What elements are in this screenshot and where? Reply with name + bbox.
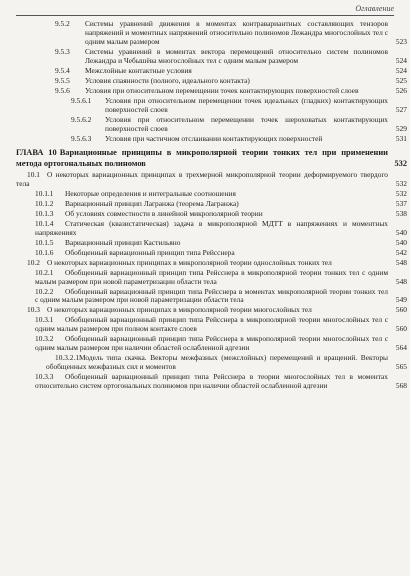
toc-entry[interactable]: [0, 135, 410, 144]
toc-entry[interactable]: [0, 249, 410, 258]
toc-entry-number: 10.1.4: [35, 218, 54, 228]
toc-page-number: 565: [395, 362, 407, 372]
toc-entry[interactable]: [0, 288, 410, 306]
toc-page-number: 548: [395, 276, 407, 286]
toc-entry-number: 10.1.5: [35, 237, 54, 247]
toc-entry-title: Вариационные принципы в микрополярной теории тонких тел при применении метода ортогональных полиномов: [16, 148, 388, 168]
toc-entry-title: Статическая (квазистатическая) задача в микрополярной МДТТ в напряжениях и моментных напряжениях: [35, 218, 388, 237]
toc-entry-title: Обобщенный вариационный принцип типа Рейсснера в теории многослойных тел в моментах относительно систем ортогональных полиномов при наличии областей ослабленной адгезии: [35, 372, 388, 391]
toc-entry[interactable]: [0, 210, 410, 219]
toc-entry-title: Системы уравнений в моментах вектора перемещений относительно систем полиномов Лежандра и Чебышёва многослойных тел с одним малым размером: [85, 46, 388, 65]
toc-entry-number: 10.1: [27, 169, 40, 179]
header-rule: [16, 15, 394, 16]
toc-entry-title: Обобщенный вариационный принцип типа Рейсснера в микрополярной теории многослойных тел с одним малым размером при наличии областей ослабленной адгезии: [35, 334, 388, 353]
toc-entry-title: О некоторых вариационных принципах в трехмерной микрополярной теории деформируемого твердого тела: [16, 169, 388, 188]
toc-entry-title: Обобщенный вариационный принцип типа Рейсснера в микрополярной теории многослойных тел с одним малым размером при полном контакте слоев: [35, 315, 388, 334]
toc-page-number: 564: [395, 343, 407, 353]
toc-entry-number: 9.5.6.3: [71, 133, 92, 143]
toc-page-number: 537: [395, 198, 407, 208]
toc-entry[interactable]: [0, 116, 410, 134]
toc-page-number: 532: [394, 158, 407, 168]
toc-entry[interactable]: [0, 269, 410, 287]
toc-entry-title: Обобщенный вариационный принцип типа Рейсснера в моментах микрополярной теории тонких тел с одним малым размером при новой параметризации области тела: [35, 286, 388, 305]
toc-page-number: 549: [395, 295, 407, 305]
toc-page-number: 560: [395, 305, 407, 315]
toc-page-number: 527: [395, 104, 407, 114]
toc-entry[interactable]: [0, 239, 410, 248]
toc-entry-title: Системы уравнений движения в моментах контравариантных составляющих тензоров напряжений и моментных напряжений относительно полиномов Лежандра многослойных тел с одним малым размером: [85, 19, 388, 46]
toc-entry[interactable]: [0, 220, 410, 238]
toc-page-number: 540: [395, 227, 407, 237]
toc-page-number: 560: [395, 324, 407, 334]
toc-entry-number: 10.2.2: [35, 286, 54, 296]
toc-entry-title: Некоторые определения и интегральные соотношения: [65, 188, 236, 198]
toc-entry[interactable]: [0, 87, 410, 96]
toc-entry-title: Вариационный принцип Лагранжа (теорема Лагранжа): [65, 198, 239, 208]
toc-entry-number: 10.2: [27, 257, 40, 267]
toc-page-number: 529: [395, 123, 407, 133]
toc-page-number: 523: [395, 36, 407, 46]
toc-entry-number: 10.3.3: [35, 372, 54, 382]
toc-page-number: 538: [395, 208, 407, 218]
toc-entry-title: Об условиях совместности в линейной микрополярной теории: [65, 208, 263, 218]
toc-entry-title: Межслойные контактные условия: [85, 65, 192, 75]
toc-entry-number: 10.1.2: [35, 198, 54, 208]
toc-entry-title: Условия при относительном перемещении точек шероховатых контактирующих поверхностей слоев: [105, 114, 388, 133]
toc-entry-number: 9.5.5: [55, 75, 70, 85]
toc-page-number: 525: [395, 75, 407, 85]
toc-page-number: 524: [395, 65, 407, 75]
toc-entry-number: ГЛАВА 10: [16, 148, 57, 158]
toc-entry-number: 9.5.2: [55, 19, 70, 28]
toc-entry-number: 10.1.3: [35, 208, 54, 218]
toc-page-number: 542: [395, 247, 407, 257]
toc-entry-title: Условия при частичном отслаивании контактирующих поверхностей: [105, 133, 323, 143]
toc-entry-number: 10.1.6: [35, 247, 54, 257]
toc-entry[interactable]: [0, 316, 410, 334]
toc-entry-number: 9.5.6: [55, 85, 70, 95]
toc-entry[interactable]: [0, 259, 410, 268]
toc-entry-title: Модель типа скачка. Векторы межфазных (межслойных) перемещений и вращений. Векторы обобщенных межфазных сил и моментов: [46, 353, 388, 372]
toc-entry[interactable]: [0, 77, 410, 86]
toc-entry-title: Условия при относительном перемещении точек идеальных (гладких) контактирующих поверхностей слоев: [105, 95, 388, 114]
table-of-contents: [0, 20, 410, 392]
toc-entry-number: 10.3.1: [35, 315, 54, 325]
toc-entry-title: Вариационный принцип Кастильяно: [65, 237, 181, 247]
toc-page-number: 540: [395, 237, 407, 247]
toc-page-number: 548: [395, 257, 407, 267]
toc-entry-number: 9.5.6.2: [71, 114, 92, 124]
toc-entry-number: 10.3.2.1: [55, 353, 80, 363]
toc-page-number: 532: [395, 188, 407, 198]
toc-entry-title: Условия спаянности (полного, идеального контакта): [85, 75, 250, 85]
toc-page-number: 568: [395, 381, 407, 391]
toc-entry[interactable]: [0, 335, 410, 353]
toc-entry[interactable]: [0, 373, 410, 391]
toc-chapter-heading[interactable]: [0, 148, 410, 168]
toc-entry[interactable]: [0, 200, 410, 209]
toc-entry[interactable]: [0, 190, 410, 199]
toc-entry[interactable]: [0, 48, 410, 66]
toc-entry[interactable]: [0, 67, 410, 76]
toc-entry-title: Обобщенный вариационный принцип типа Рейсснера: [65, 247, 235, 257]
toc-entry[interactable]: [0, 171, 410, 189]
toc-entry-number: 10.3.2: [35, 334, 54, 344]
toc-entry-title: Условия при относительном перемещении точек контактирующих поверхностей слоев: [85, 85, 359, 95]
toc-entry[interactable]: [0, 97, 410, 115]
toc-entry-number: 9.5.3: [55, 46, 70, 56]
toc-entry-number: 10.1.1: [35, 188, 54, 198]
running-head: Оглавление: [355, 4, 394, 13]
toc-entry-title: О некоторых вариационных принципах в микрополярной теории многослойных тел: [47, 305, 312, 315]
toc-page-number: 531: [395, 133, 407, 143]
toc-entry[interactable]: [0, 306, 410, 315]
toc-entry-number: 9.5.6.1: [71, 95, 92, 105]
toc-entry-title: О некоторых вариационных принципах в микрополярной теории однослойных тонких тел: [47, 257, 332, 267]
toc-entry[interactable]: [0, 20, 410, 47]
toc-entry[interactable]: [0, 354, 410, 372]
toc-entry-title: Обобщенный вариационный принцип типа Рейсснера в микрополярной теории тонких тел с одним малым размером при новой параметризации области тела: [35, 267, 388, 286]
toc-page-number: 532: [395, 178, 407, 188]
toc-page-number: 526: [395, 85, 407, 95]
toc-entry-number: 9.5.4: [55, 65, 70, 75]
toc-page-number: 524: [395, 55, 407, 65]
toc-entry-number: 10.2.1: [35, 267, 54, 277]
toc-entry-number: 10.3: [27, 305, 40, 315]
